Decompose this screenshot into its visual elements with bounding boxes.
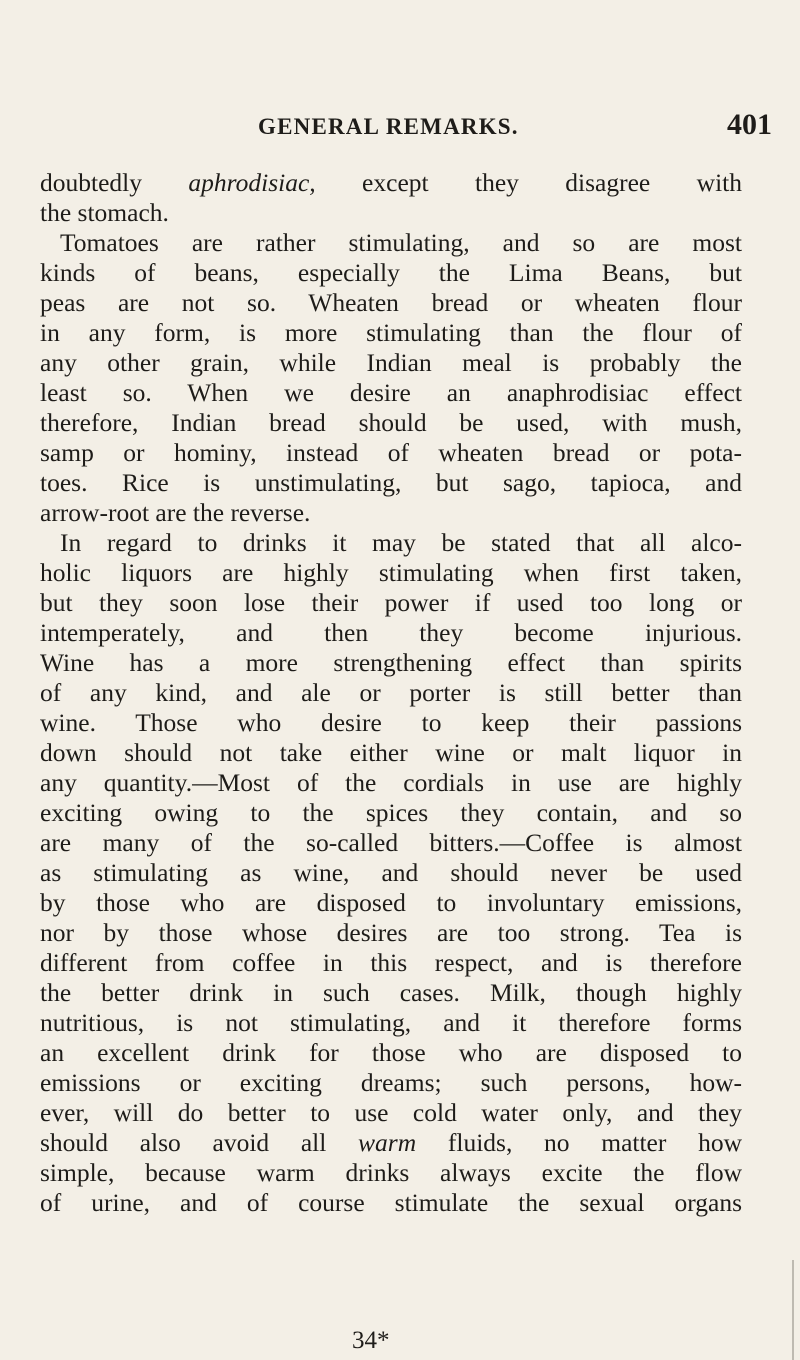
emphasis-warm: warm xyxy=(358,1128,417,1157)
text-line-32: ever, will do better to use cold water only, and they xyxy=(40,1098,742,1127)
text-line-33: should also avoid all warm fluids, no matter how xyxy=(40,1128,742,1157)
text-line-9: therefore, Indian bread should be used, with mush, xyxy=(40,408,742,437)
text-line-28: the better drink in such cases. Milk, though highly xyxy=(40,978,742,1007)
text-line-7: any other grain, while Indian meal is probably the xyxy=(40,348,742,377)
running-title: GENERAL REMARKS. xyxy=(258,114,519,139)
page-edge-shadow xyxy=(792,1260,794,1360)
text-line-30: an excellent drink for those who are disposed to xyxy=(40,1038,742,1067)
text-line-12: arrow-root are the reverse. xyxy=(40,498,311,527)
text-line-11: toes. Rice is unstimulating, but sago, tapioca, and xyxy=(40,468,742,497)
text-line-34: simple, because warm drinks always excite the flow xyxy=(40,1158,742,1187)
text-line-20: down should not take either wine or malt liquor in xyxy=(40,738,742,767)
text-line-22: exciting owing to the spices they contain, and so xyxy=(40,798,742,827)
text-line-2: the stomach. xyxy=(40,198,169,227)
body-text xyxy=(40,168,742,1218)
text-line-4: kinds of beans, especially the Lima Beans, but xyxy=(40,258,742,287)
text-line-15: but they soon lose their power if used too long or xyxy=(40,588,742,617)
text-line-13: In regard to drinks it may be stated that all alco- xyxy=(60,528,742,557)
text-line-25: by those who are disposed to involuntary emissions, xyxy=(40,888,742,917)
text-line-1: doubtedly aphrodisiac, except they disagree with xyxy=(40,168,742,197)
text-line-3: Tomatoes are rather stimulating, and so are most xyxy=(60,228,742,257)
text-line-17: Wine has a more strengthening effect than spirits xyxy=(40,648,742,677)
text-line-26: nor by those whose desires are too strong. Tea is xyxy=(40,918,742,947)
text-line-10: samp or hominy, instead of wheaten bread or pota- xyxy=(40,438,742,467)
text-line-27: different from coffee in this respect, and is therefore xyxy=(40,948,742,977)
text-line-16: intemperately, and then they become injurious. xyxy=(40,618,742,647)
text-line-5: peas are not so. Wheaten bread or wheaten flour xyxy=(40,288,742,317)
text-line-19: wine. Those who desire to keep their passions xyxy=(40,708,742,737)
text-line-31: emissions or exciting dreams; such persons, how- xyxy=(40,1068,742,1097)
text-line-18: of any kind, and ale or porter is still better than xyxy=(40,678,742,707)
text-line-6: in any form, is more stimulating than the flour of xyxy=(40,318,742,347)
text-line-35: of urine, and of course stimulate the sexual organs xyxy=(40,1188,742,1217)
text-line-21: any quantity.—Most of the cordials in use are highly xyxy=(40,768,742,797)
page-number: 401 xyxy=(727,108,772,141)
emphasis-aphrodisiac: aphrodisiac, xyxy=(188,168,316,197)
text-line-24: as stimulating as wine, and should never be used xyxy=(40,858,742,887)
running-head xyxy=(0,108,800,148)
signature-mark: 34* xyxy=(352,1327,390,1354)
text-line-8: least so. When we desire an anaphrodisiac effect xyxy=(40,378,742,407)
text-line-23: are many of the so-called bitters.—Coffee is almost xyxy=(40,828,742,857)
text-line-29: nutritious, is not stimulating, and it therefore forms xyxy=(40,1008,742,1037)
text-line-14: holic liquors are highly stimulating when first taken, xyxy=(40,558,742,587)
